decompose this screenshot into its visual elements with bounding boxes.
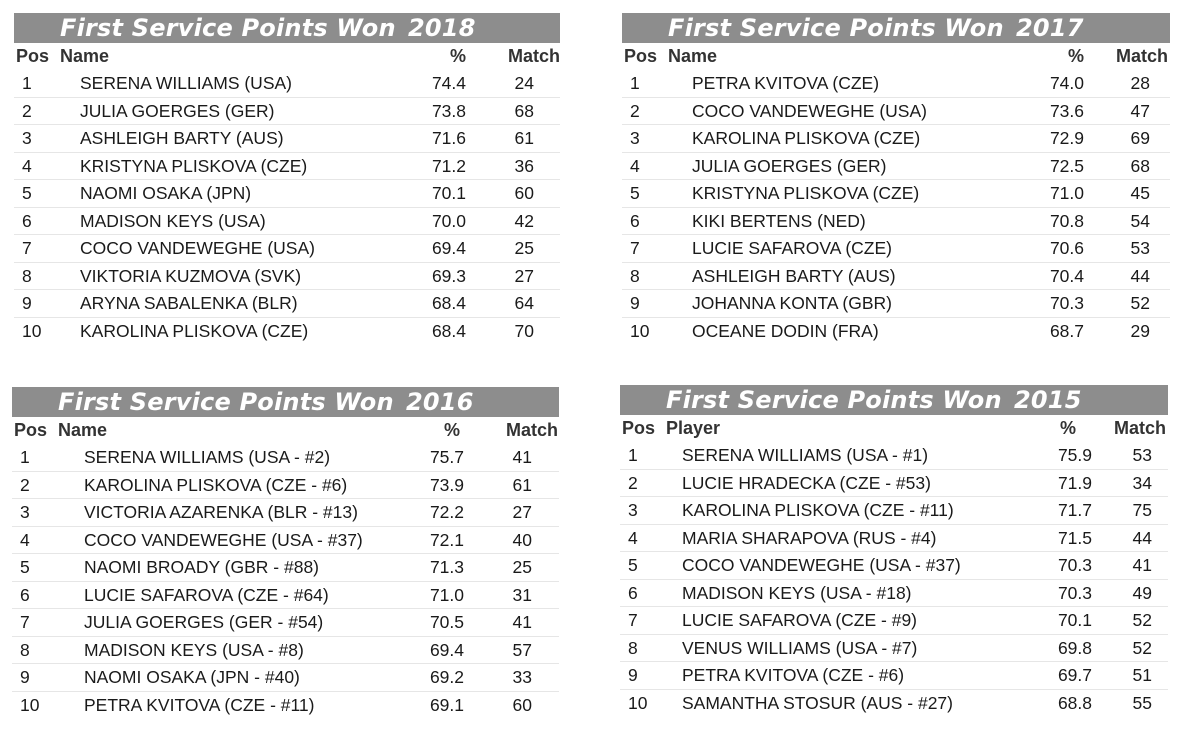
table-row (622, 98, 1170, 126)
row-percent: 69.4 (429, 639, 464, 660)
header-name: Name (60, 46, 110, 66)
row-percent: 69.2 (429, 667, 464, 687)
row-percent: 71.0 (429, 584, 464, 605)
row-player-name: KRISTYNA PLISKOVA (CZE) (80, 155, 308, 176)
row-match: 44 (1132, 527, 1152, 548)
table-year: 2018 (408, 14, 476, 42)
row-match: 25 (514, 238, 534, 258)
row-match: 53 (1130, 238, 1150, 258)
table-row (14, 208, 560, 236)
row-match: 54 (1130, 210, 1150, 231)
table-header-row (622, 43, 1170, 70)
table-row (12, 554, 559, 582)
row-player-name: KAROLINA PLISKOVA (CZE) (80, 320, 309, 341)
table-row (622, 235, 1170, 263)
row-percent: 70.5 (429, 612, 464, 632)
row-percent: 70.1 (431, 183, 466, 203)
row-player-name: JULIA GOERGES (GER - #54) (84, 612, 324, 632)
header-name: Name (58, 420, 108, 440)
row-pos: 6 (22, 210, 32, 231)
row-player-name: SAMANTHA STOSUR (AUS - #27) (682, 692, 953, 713)
table-row (620, 470, 1168, 498)
row-player-name: NAOMI BROADY (GBR - #88) (84, 557, 320, 577)
row-match: 31 (512, 584, 532, 605)
table-row (12, 582, 559, 610)
row-pos: 5 (628, 555, 638, 575)
header-pos: Pos (622, 418, 656, 438)
row-player-name: JULIA GOERGES (GER) (692, 155, 887, 176)
row-pos: 7 (22, 238, 32, 258)
row-player-name: COCO VANDEWEGHE (USA - #37) (84, 529, 363, 550)
row-match: 75 (1132, 500, 1152, 520)
table-row (622, 263, 1170, 291)
row-match: 55 (1132, 692, 1152, 713)
table-row (14, 318, 560, 345)
row-pos: 8 (22, 265, 32, 286)
row-percent: 71.0 (1049, 183, 1084, 203)
table-2016 (12, 387, 559, 718)
row-match: 52 (1132, 610, 1152, 630)
table-row (620, 635, 1168, 663)
row-percent: 70.4 (1049, 265, 1084, 286)
row-pos: 6 (20, 584, 30, 605)
row-match: 57 (512, 639, 532, 660)
row-match: 61 (512, 474, 532, 495)
table-row (12, 692, 559, 719)
row-pos: 3 (628, 500, 638, 520)
table-row (622, 180, 1170, 208)
row-match: 40 (512, 529, 532, 550)
row-match: 49 (1132, 582, 1152, 603)
row-player-name: ARYNA SABALENKA (BLR) (80, 293, 298, 313)
row-match: 69 (1130, 128, 1150, 148)
row-percent: 70.3 (1057, 582, 1092, 603)
table-row (620, 690, 1168, 717)
table-header-row (14, 43, 560, 70)
row-match: 70 (514, 320, 534, 341)
header-pos: Pos (14, 420, 48, 440)
row-match: 33 (512, 667, 532, 687)
table-row (620, 497, 1168, 525)
table-row (622, 153, 1170, 181)
table-row (622, 208, 1170, 236)
row-percent: 72.2 (429, 502, 464, 522)
table-row (620, 662, 1168, 690)
table-2015 (620, 385, 1168, 716)
row-player-name: JOHANNA KONTA (GBR) (692, 293, 892, 313)
row-pos: 9 (22, 293, 32, 313)
row-percent: 75.9 (1057, 445, 1092, 465)
row-player-name: KIKI BERTENS (NED) (692, 210, 866, 231)
table-row (622, 125, 1170, 153)
row-pos: 2 (22, 100, 32, 121)
row-player-name: LUCIE HRADECKA (CZE - #53) (682, 472, 931, 493)
table-row (12, 472, 559, 500)
row-pos: 4 (630, 155, 640, 176)
table-row (14, 180, 560, 208)
table-row (12, 499, 559, 527)
row-player-name: PETRA KVITOVA (CZE) (692, 73, 880, 93)
table-row (14, 70, 560, 98)
row-match: 68 (514, 100, 534, 121)
row-pos: 1 (22, 73, 32, 93)
table-title-banner (622, 13, 1170, 43)
table-row (14, 290, 560, 318)
row-player-name: NAOMI OSAKA (JPN - #40) (84, 667, 300, 687)
header-match: Match (505, 420, 558, 440)
row-pos: 4 (22, 155, 32, 176)
header-percent: % (1059, 418, 1076, 438)
row-match: 41 (1132, 555, 1152, 575)
header-pos: Pos (16, 46, 50, 66)
header-match: Match (507, 46, 560, 66)
table-title: First Service Points Won (666, 386, 1002, 414)
row-percent: 73.9 (429, 474, 464, 495)
table-title: First Service Points Won (60, 14, 396, 42)
header-percent: % (443, 420, 460, 440)
table-header-row (620, 415, 1168, 442)
row-match: 42 (514, 210, 534, 231)
header-pos: Pos (624, 46, 658, 66)
table-row (12, 609, 559, 637)
table-2017 (622, 13, 1170, 344)
row-percent: 69.7 (1057, 665, 1092, 685)
table-row (14, 153, 560, 181)
table-row (14, 98, 560, 126)
row-match: 47 (1130, 100, 1150, 121)
row-match: 41 (512, 612, 532, 632)
row-player-name: KAROLINA PLISKOVA (CZE - #6) (84, 474, 348, 495)
row-percent: 75.7 (429, 447, 464, 467)
row-percent: 70.0 (431, 210, 466, 231)
row-pos: 9 (628, 665, 638, 685)
row-percent: 68.8 (1057, 692, 1092, 713)
table-row (622, 70, 1170, 98)
row-percent: 68.4 (431, 293, 466, 313)
header-match: Match (1113, 418, 1166, 438)
row-pos: 9 (630, 293, 640, 313)
row-match: 29 (1130, 320, 1150, 341)
row-match: 64 (514, 293, 534, 313)
row-player-name: VIKTORIA KUZMOVA (SVK) (80, 265, 302, 286)
row-player-name: OCEANE DODIN (FRA) (692, 320, 879, 341)
row-pos: 2 (630, 100, 640, 121)
row-match: 60 (512, 694, 532, 715)
row-percent: 70.8 (1049, 210, 1084, 231)
row-player-name: VENUS WILLIAMS (USA - #7) (682, 637, 918, 658)
row-match: 52 (1132, 637, 1152, 658)
row-pos: 2 (20, 474, 30, 495)
table-row (622, 318, 1170, 345)
row-percent: 72.5 (1049, 155, 1084, 176)
row-pos: 8 (628, 637, 638, 658)
table-title-banner (14, 13, 560, 43)
row-match: 52 (1130, 293, 1150, 313)
row-percent: 71.3 (429, 557, 464, 577)
row-match: 36 (514, 155, 534, 176)
row-pos: 8 (630, 265, 640, 286)
table-year: 2015 (1014, 386, 1082, 414)
row-percent: 71.5 (1057, 527, 1092, 548)
row-match: 28 (1130, 73, 1150, 93)
row-percent: 71.6 (431, 128, 466, 148)
row-player-name: MARIA SHARAPOVA (RUS - #4) (682, 527, 937, 548)
row-match: 44 (1130, 265, 1150, 286)
table-header-row (12, 417, 559, 444)
row-percent: 70.6 (1049, 238, 1084, 258)
table-row (12, 637, 559, 665)
table-title: First Service Points Won (58, 388, 394, 416)
row-percent: 69.3 (431, 265, 466, 286)
table-row (14, 125, 560, 153)
table-row (12, 527, 559, 555)
row-player-name: PETRA KVITOVA (CZE - #6) (682, 665, 905, 685)
row-match: 27 (512, 502, 532, 522)
row-percent: 73.6 (1049, 100, 1084, 121)
row-match: 25 (512, 557, 532, 577)
row-percent: 71.7 (1057, 500, 1092, 520)
row-pos: 10 (22, 320, 42, 341)
header-name: Player (666, 418, 721, 438)
row-player-name: JULIA GOERGES (GER) (80, 100, 275, 121)
row-match: 34 (1132, 472, 1152, 493)
row-player-name: KAROLINA PLISKOVA (CZE) (692, 128, 921, 148)
table-row (620, 525, 1168, 553)
row-player-name: MADISON KEYS (USA - #18) (682, 582, 912, 603)
table-row (620, 442, 1168, 470)
row-pos: 4 (20, 529, 30, 550)
row-pos: 5 (630, 183, 640, 203)
row-match: 53 (1132, 445, 1152, 465)
row-pos: 5 (20, 557, 30, 577)
row-player-name: SERENA WILLIAMS (USA - #1) (682, 445, 929, 465)
row-percent: 74.4 (431, 73, 466, 93)
row-player-name: LUCIE SAFAROVA (CZE) (692, 238, 892, 258)
row-pos: 7 (630, 238, 640, 258)
table-title: First Service Points Won (668, 14, 1004, 42)
header-percent: % (449, 46, 466, 66)
row-pos: 9 (20, 667, 30, 687)
table-row (622, 290, 1170, 318)
row-player-name: LUCIE SAFAROVA (CZE - #9) (682, 610, 918, 630)
row-pos: 6 (630, 210, 640, 231)
row-player-name: LUCIE SAFAROVA (CZE - #64) (84, 584, 329, 605)
row-player-name: SERENA WILLIAMS (USA - #2) (84, 447, 331, 467)
row-pos: 7 (628, 610, 638, 630)
row-player-name: SERENA WILLIAMS (USA) (80, 73, 292, 93)
row-pos: 1 (630, 73, 640, 93)
row-pos: 5 (22, 183, 32, 203)
row-pos: 10 (20, 694, 40, 715)
row-percent: 68.4 (431, 320, 466, 341)
row-pos: 6 (628, 582, 638, 603)
row-pos: 3 (630, 128, 640, 148)
table-title-banner (620, 385, 1168, 415)
row-percent: 72.9 (1049, 128, 1084, 148)
row-pos: 8 (20, 639, 30, 660)
row-player-name: COCO VANDEWEGHE (USA) (80, 238, 315, 258)
row-match: 60 (514, 183, 534, 203)
row-player-name: MADISON KEYS (USA - #8) (84, 639, 304, 660)
row-percent: 72.1 (429, 529, 464, 550)
row-pos: 1 (20, 447, 30, 467)
row-pos: 2 (628, 472, 638, 493)
row-player-name: VICTORIA AZARENKA (BLR - #13) (84, 502, 358, 522)
row-match: 41 (512, 447, 532, 467)
row-percent: 69.4 (431, 238, 466, 258)
header-name: Name (668, 46, 718, 66)
row-percent: 69.8 (1057, 637, 1092, 658)
row-player-name: MADISON KEYS (USA) (80, 210, 266, 231)
row-percent: 73.8 (431, 100, 466, 121)
row-percent: 70.3 (1057, 555, 1092, 575)
header-percent: % (1067, 46, 1084, 66)
row-player-name: NAOMI OSAKA (JPN) (80, 183, 252, 203)
row-pos: 7 (20, 612, 30, 632)
row-pos: 4 (628, 527, 638, 548)
row-match: 51 (1132, 665, 1152, 685)
row-match: 61 (514, 128, 534, 148)
row-match: 27 (514, 265, 534, 286)
table-row (12, 664, 559, 692)
row-match: 45 (1130, 183, 1150, 203)
row-match: 24 (514, 73, 534, 93)
row-percent: 71.9 (1057, 472, 1092, 493)
row-player-name: COCO VANDEWEGHE (USA) (692, 100, 927, 121)
row-player-name: KAROLINA PLISKOVA (CZE - #11) (682, 500, 954, 520)
row-player-name: ASHLEIGH BARTY (AUS) (692, 265, 896, 286)
row-player-name: PETRA KVITOVA (CZE - #11) (84, 694, 315, 715)
row-percent: 70.3 (1049, 293, 1084, 313)
table-row (620, 552, 1168, 580)
row-percent: 70.1 (1057, 610, 1092, 630)
row-percent: 74.0 (1049, 73, 1084, 93)
row-pos: 1 (628, 445, 638, 465)
table-row (620, 580, 1168, 608)
row-player-name: ASHLEIGH BARTY (AUS) (80, 128, 284, 148)
table-row (620, 607, 1168, 635)
table-title-banner (12, 387, 559, 417)
table-row (14, 263, 560, 291)
table-year: 2017 (1016, 14, 1084, 42)
row-pos: 3 (20, 502, 30, 522)
row-percent: 71.2 (431, 155, 466, 176)
row-pos: 3 (22, 128, 32, 148)
row-percent: 69.1 (429, 694, 464, 715)
table-row (14, 235, 560, 263)
table-2018 (14, 13, 560, 344)
row-percent: 68.7 (1049, 320, 1084, 341)
row-pos: 10 (628, 692, 648, 713)
table-row (12, 444, 559, 472)
row-pos: 10 (630, 320, 650, 341)
row-player-name: COCO VANDEWEGHE (USA - #37) (682, 555, 961, 575)
row-player-name: KRISTYNA PLISKOVA (CZE) (692, 183, 920, 203)
header-match: Match (1115, 46, 1168, 66)
table-year: 2016 (406, 388, 474, 416)
row-match: 68 (1130, 155, 1150, 176)
